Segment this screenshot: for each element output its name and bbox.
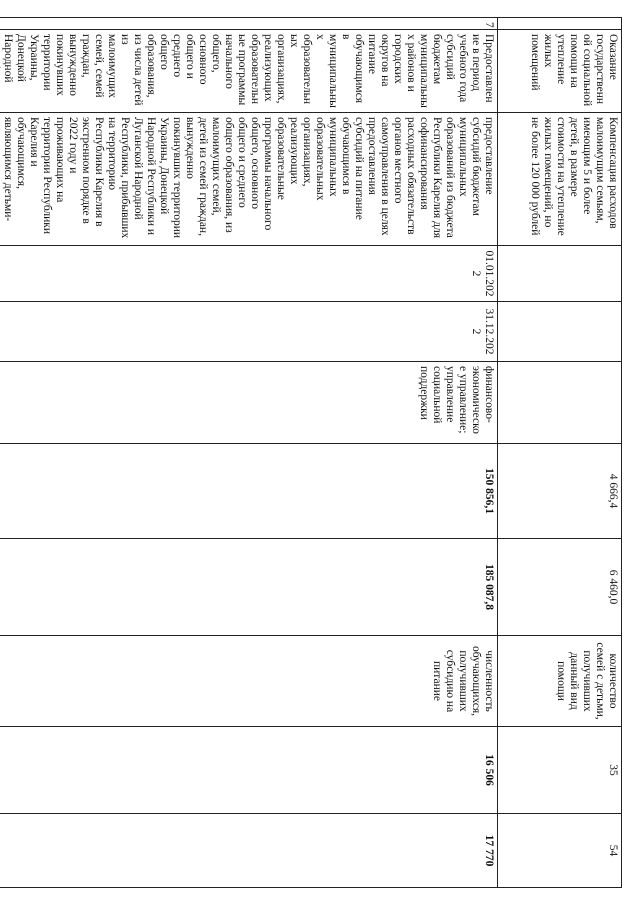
funding-value-2: 185 087,8	[0, 539, 498, 636]
indicator: численность обучающихся, получивших субсидию на питание	[0, 636, 498, 727]
indicator: количество семей с детьми, получивших данный вид помощи	[498, 636, 622, 727]
start-date: 01.01.2022	[0, 246, 498, 302]
indicator-value-2: 54	[498, 814, 622, 888]
measure-name: Оказание государственной социальной помощи на утепление жилых помещений	[498, 30, 622, 113]
indicator-value-2: 17 770	[0, 814, 498, 888]
row-number	[498, 18, 622, 30]
row-number: 7	[0, 18, 498, 30]
funding-value-1: 4 666,4	[498, 444, 622, 539]
measure-name: Предоставление в период учебного года субсидий бюджетам муниципальных районов и городских округов на питание обучающимся в муниципальных образовательных организациях, реализующих образовательные программы начального общего, основного общего и среднего общего образования, из числа детей из малоимущих семей, семей граждан, вынужденно покинувших территории Украины, Донецкой Народной	[0, 30, 498, 113]
rotated-table-sheet	[2, 17, 622, 887]
program-table	[0, 17, 622, 888]
end-date: 31.12.2022	[0, 302, 498, 362]
indicator-value-1: 16 506	[0, 727, 498, 814]
table-row	[498, 18, 622, 888]
end-date	[498, 302, 622, 362]
responsible	[498, 362, 622, 444]
measure-description: предоставление субсидий бюджетам муниципальных образований из бюджета Республики Карелия для софинансирования расходных обязательств органов местного самоуправления в целях предоставления субсидий на питание обучающимся в муниципальных образовательных организациях, реализующих образовательные программы начального общего, основного общего и среднего общего образования, из малоимущих семей, детей из семей граждан, вынужденно покинувших территории Украины, Донецкой Народной Республики и Луганской Народной Республики, прибывших на территорию Республики Карелия в экстренном порядке в 2022 году и проживающих на территории Республики Карелия и обучающимся, являющимся детьми-	[0, 113, 498, 246]
table-row	[0, 18, 498, 888]
responsible: финансово-экономическое управление; управление социальной поддержки	[0, 362, 498, 444]
measure-description: Компенсация расходов малоимущим семьям, имеющим 5 и более детей, в размере стоимости на утепление жилых помещений, но не более 120 000 рублей	[498, 113, 622, 246]
funding-value-2: 6 460,0	[498, 539, 622, 636]
indicator-value-1: 35	[498, 727, 622, 814]
funding-value-1: 150 856,1	[0, 444, 498, 539]
start-date	[498, 246, 622, 302]
